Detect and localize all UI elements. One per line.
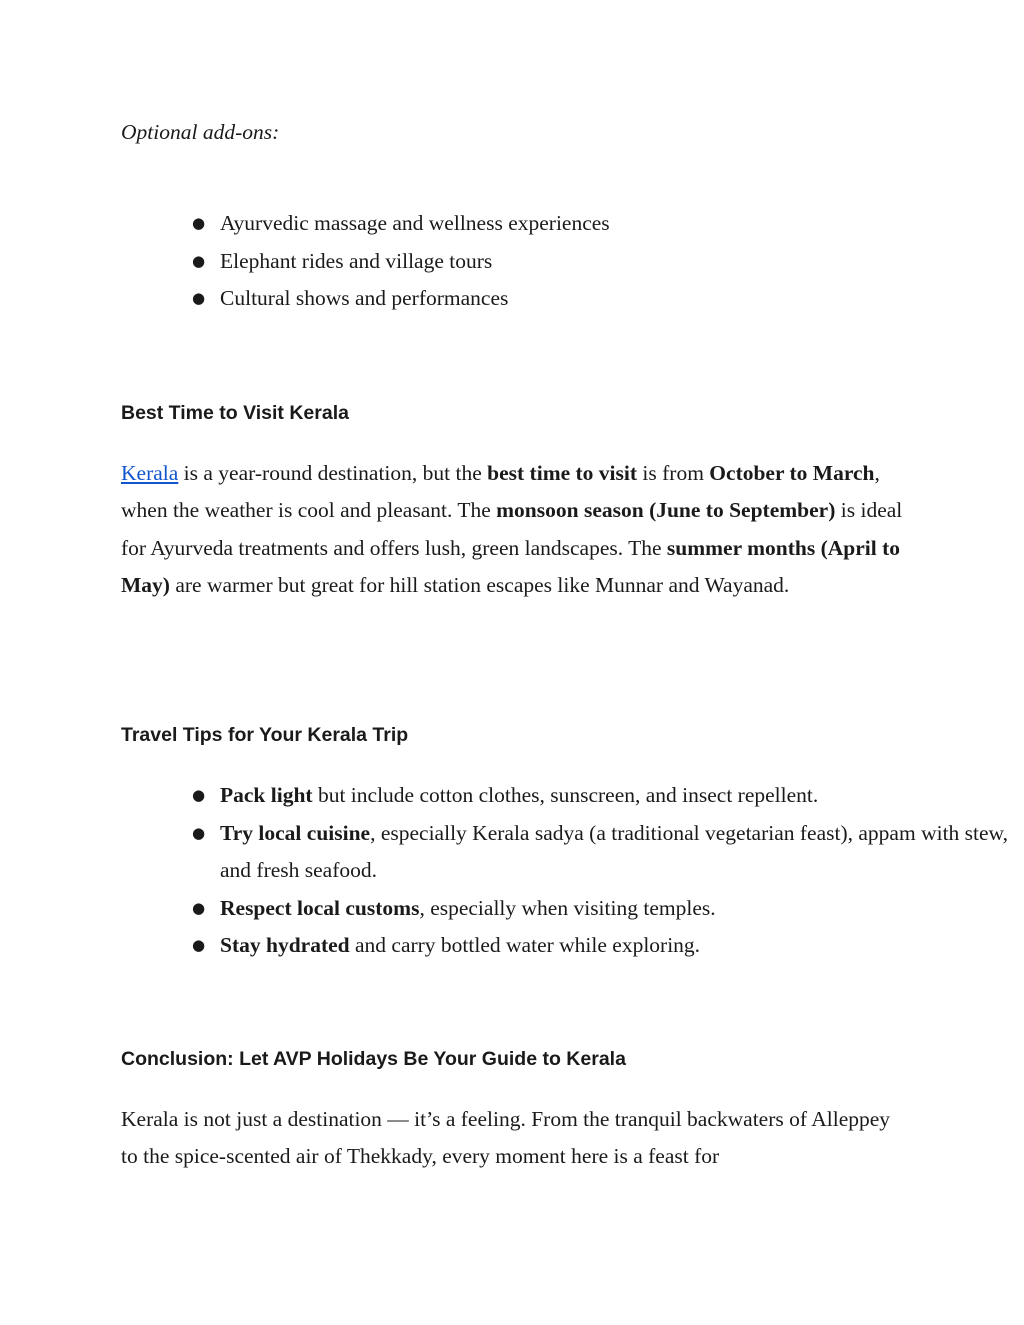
- bullet-icon: ●: [192, 289, 206, 307]
- list-item: ● Try local cuisine, especially Kerala sadya (a traditional vegetarian feast), appam with stew, and fresh seafood.: [220, 815, 1010, 890]
- travel-tips-heading: Travel Tips for Your Kerala Trip: [121, 724, 409, 746]
- list-item: ● Pack light but include cotton clothes, sunscreen, and insect repellent.: [220, 777, 1010, 815]
- bullet-icon: ●: [192, 786, 206, 804]
- addons-label: Optional add-ons:: [121, 120, 280, 144]
- bullet-icon: ●: [192, 823, 206, 842]
- best-time-paragraph: Kerala is a year-round destination, but the best time to visit is from October to March, when the weather is cool and pleasant. The monsoon season (June to September) is ideal for Ayurveda treatments and offers lush, green landscapes. The summer months (April to May) are warmer but great for hill station escapes like Munnar and Wayanad.: [121, 461, 903, 597]
- addons-list: [121, 205, 1010, 318]
- bullet-icon: ●: [192, 251, 206, 270]
- conclusion-paragraph: Kerala is not just a destination — it’s a feeling. From the tranquil backwaters of Alleppey to the spice-scented air of Thekkady, every moment here is a feast for: [121, 1107, 891, 1169]
- kerala-link[interactable]: Kerala: [121, 461, 179, 485]
- list-item: ● Elephant rides and village tours: [220, 243, 1010, 281]
- conclusion-heading: Conclusion: Let AVP Holidays Be Your Guide to Kerala: [121, 1048, 626, 1070]
- list-item: ● Ayurvedic massage and wellness experiences: [220, 205, 1010, 243]
- list-item: ● Cultural shows and performances: [220, 280, 1010, 318]
- list-item: ● Respect local customs, especially when visiting temples.: [220, 890, 1010, 928]
- bullet-icon: ●: [192, 214, 206, 232]
- bullet-icon: ●: [192, 936, 206, 954]
- bullet-icon: ●: [192, 898, 206, 917]
- list-item: ● Stay hydrated and carry bottled water while exploring.: [220, 927, 1010, 965]
- best-time-heading: Best Time to Visit Kerala: [121, 402, 349, 424]
- travel-tips-list: [121, 777, 1010, 965]
